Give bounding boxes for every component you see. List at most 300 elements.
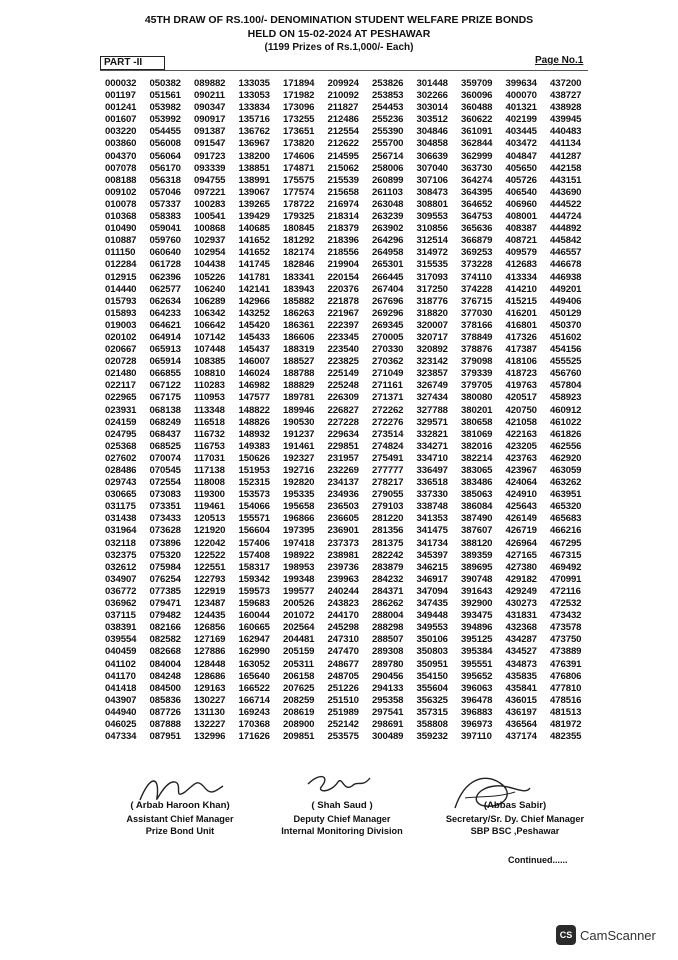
bond-number: 146982 — [238, 380, 270, 392]
bond-number: 427165 — [505, 549, 537, 561]
bond-number: 047334 — [105, 731, 137, 743]
bond-number: 406540 — [505, 186, 537, 198]
page-number: Page No.1 — [535, 55, 584, 66]
bond-number: 084248 — [149, 670, 181, 682]
bond-number: 392900 — [461, 598, 493, 610]
bond-number: 261103 — [372, 186, 403, 198]
bond-number: 255236 — [372, 114, 404, 126]
bond-number: 423763 — [505, 452, 537, 464]
bond-number: 218314 — [327, 211, 359, 223]
bond-number: 380658 — [461, 416, 493, 428]
bond-number: 072554 — [149, 477, 181, 489]
bond-number: 341734 — [416, 537, 448, 549]
bond-number: 345397 — [416, 549, 448, 561]
bond-number: 133834 — [238, 102, 270, 114]
bond-number: 142966 — [238, 295, 270, 307]
bond-number: 270005 — [372, 331, 404, 343]
bond-number: 207625 — [283, 682, 315, 694]
bond-number: 131130 — [194, 706, 225, 718]
bond-number: 122042 — [194, 537, 226, 549]
bond-number: 431831 — [505, 610, 537, 622]
bond-number: 389695 — [461, 561, 493, 573]
bond-number: 058383 — [149, 211, 181, 223]
bond-number: 118008 — [194, 477, 225, 489]
bond-number: 225248 — [327, 380, 359, 392]
bond-number: 180845 — [283, 223, 315, 235]
bond-number: 377030 — [461, 307, 493, 319]
bond-number: 463059 — [550, 465, 582, 476]
bond-number: 173820 — [283, 138, 315, 150]
bond-number: 124435 — [194, 610, 226, 622]
bond-number: 097221 — [194, 186, 226, 198]
bond-number: 323142 — [416, 356, 448, 368]
bond-number: 186263 — [283, 307, 315, 319]
bond-number: 142141 — [238, 283, 270, 295]
bond-number: 327788 — [416, 404, 448, 416]
bond-number: 421058 — [505, 416, 537, 428]
bond-number: 173255 — [283, 114, 315, 126]
bond-number: 256714 — [372, 150, 404, 162]
bond-number: 327434 — [416, 392, 448, 404]
bond-number: 150626 — [238, 452, 270, 464]
part-label: PART -II — [100, 56, 165, 70]
bond-number: 381069 — [461, 428, 493, 440]
bond-number: 418106 — [505, 356, 537, 368]
bond-number: 119461 — [194, 501, 225, 513]
bond-number: 182846 — [283, 259, 315, 271]
bond-number: 027602 — [105, 452, 137, 464]
bond-number: 089882 — [194, 78, 226, 89]
bond-number: 312514 — [416, 235, 448, 247]
bond-number: 337330 — [416, 489, 448, 501]
bond-number: 003860 — [105, 138, 137, 150]
bond-number: 366879 — [461, 235, 493, 247]
bond-number: 354150 — [416, 670, 448, 682]
bond-number: 437200 — [550, 78, 582, 89]
bond-number: 212486 — [327, 114, 359, 126]
bond-number: 399634 — [505, 78, 537, 89]
bond-number: 380201 — [461, 404, 493, 416]
bond-number: 334710 — [416, 452, 448, 464]
bond-number: 432368 — [505, 622, 537, 634]
bond-number: 044940 — [105, 706, 137, 718]
bond-number: 269296 — [372, 307, 404, 319]
bond-number: 360096 — [461, 90, 493, 102]
bond-number: 116518 — [194, 416, 225, 428]
bond-number: 106642 — [194, 319, 226, 331]
bond-number: 444892 — [550, 223, 582, 235]
bond-number: 247310 — [327, 634, 359, 646]
bond-number: 288004 — [372, 610, 404, 622]
bond-number: 073083 — [149, 489, 181, 501]
bond-number: 127169 — [194, 634, 226, 646]
signatory-org: Prize Bond Unit — [145, 826, 215, 836]
bond-number: 255700 — [372, 138, 404, 150]
bond-number: 264958 — [372, 247, 404, 259]
bond-number: 347435 — [416, 598, 448, 610]
bond-number: 051561 — [149, 90, 181, 102]
bond-number: 056318 — [149, 174, 181, 186]
bond-number: 001241 — [105, 102, 137, 114]
bond-number: 147577 — [238, 392, 270, 404]
bond-number: 323857 — [416, 368, 448, 380]
signatory-name: ( Arbab Haroon Khan) — [130, 800, 230, 811]
bond-number: 267404 — [372, 283, 404, 295]
bond-number: 450370 — [550, 319, 582, 331]
bond-number: 326749 — [416, 380, 448, 392]
bond-number: 450129 — [550, 307, 582, 319]
bond-number: 441287 — [550, 150, 582, 162]
bond-number: 140685 — [238, 223, 270, 235]
bond-number: 309553 — [416, 211, 448, 223]
bond-number: 424064 — [505, 477, 537, 489]
bond-number: 188829 — [283, 380, 315, 392]
bond-number: 136762 — [238, 126, 270, 138]
bond-number: 183943 — [283, 283, 315, 295]
bond-number: 138851 — [238, 162, 270, 174]
bond-number: 387490 — [461, 513, 493, 525]
bond-number: 127886 — [194, 646, 226, 658]
bond-number: 011150 — [105, 247, 136, 259]
bond-number: 050382 — [149, 78, 181, 89]
bond-number: 188319 — [283, 344, 315, 356]
bond-number: 279103 — [372, 501, 404, 513]
bond-number: 436564 — [505, 718, 537, 730]
bond-number: 260899 — [372, 174, 404, 186]
bond-number: 473750 — [550, 634, 582, 646]
bond-number: 065913 — [149, 344, 181, 356]
bond-number: 460912 — [550, 404, 582, 416]
bond-number: 160665 — [238, 622, 270, 634]
bond-number: 106342 — [194, 307, 226, 319]
bond-number: 356325 — [416, 694, 448, 706]
bond-number: 068525 — [149, 440, 181, 452]
bond-number: 061728 — [149, 259, 181, 271]
bond-number: 426149 — [505, 513, 537, 525]
bond-number: 170368 — [238, 718, 270, 730]
bond-number: 359232 — [416, 731, 448, 743]
bond-number: 286262 — [372, 598, 404, 610]
bond-number: 263902 — [372, 223, 404, 235]
bond-number: 273514 — [372, 428, 404, 440]
bond-number: 317093 — [416, 271, 448, 283]
bond-number: 395384 — [461, 646, 493, 658]
bond-number: 449406 — [550, 295, 582, 307]
signatory-title: Secretary/Sr. Dy. Chief Manager — [445, 813, 585, 824]
bond-number: 188527 — [283, 356, 315, 368]
bond-number: 373228 — [461, 259, 493, 271]
bond-number: 060640 — [149, 247, 181, 259]
bond-number: 434287 — [505, 634, 537, 646]
bond-number: 100541 — [194, 211, 226, 223]
bond-number: 408721 — [505, 235, 537, 247]
bond-number: 473432 — [550, 610, 582, 622]
bond-number: 000032 — [105, 78, 137, 89]
bond-number: 279055 — [372, 489, 404, 501]
bond-number: 446557 — [550, 247, 582, 259]
bond-number: 145433 — [238, 331, 270, 343]
bond-number: 068437 — [149, 428, 181, 440]
bond-number: 451602 — [550, 331, 582, 343]
bond-number: 346917 — [416, 573, 448, 585]
bond-number: 443151 — [550, 174, 582, 186]
bond-number: 405726 — [505, 174, 537, 186]
bond-number: 183341 — [283, 271, 315, 283]
bond-number: 244170 — [327, 610, 359, 622]
bond-number: 007078 — [105, 162, 137, 174]
bond-number: 031964 — [105, 525, 137, 537]
bond-number: 248677 — [327, 658, 359, 670]
bond-number: 197395 — [283, 525, 315, 537]
bond-number: 012284 — [105, 259, 137, 271]
bond-number: 231957 — [327, 452, 359, 464]
bond-number: 237373 — [327, 537, 359, 549]
bond-number: 073351 — [149, 501, 181, 513]
bond-number: 364753 — [461, 211, 493, 223]
bond-number: 434873 — [505, 658, 537, 670]
bond-number: 122919 — [194, 585, 226, 597]
bond-number: 267696 — [372, 295, 404, 307]
bond-number: 190530 — [283, 416, 315, 428]
bond-number: 455525 — [550, 356, 582, 368]
bond-number: 427380 — [505, 561, 537, 573]
bond-number: 378166 — [461, 319, 493, 331]
bond-number: 084004 — [149, 658, 181, 670]
bond-number: 020102 — [105, 331, 137, 343]
bond-number: 402199 — [505, 114, 537, 126]
bond-number: 034907 — [105, 573, 137, 585]
bond-number: 409579 — [505, 247, 537, 259]
bond-number: 206158 — [283, 670, 315, 682]
bond-number: 198953 — [283, 561, 315, 573]
bond-number: 186361 — [283, 319, 315, 331]
bond-number: 133053 — [238, 90, 270, 102]
bond-number: 272276 — [372, 416, 404, 428]
bond-number: 457804 — [550, 380, 582, 392]
bond-number: 424910 — [505, 489, 537, 501]
bond-number: 171894 — [283, 78, 315, 89]
bond-number: 046025 — [105, 718, 137, 730]
bond-number: 202564 — [283, 622, 315, 634]
bond-number: 128686 — [194, 670, 226, 682]
bond-number: 123487 — [194, 598, 226, 610]
bond-number: 062396 — [149, 271, 181, 283]
bond-number: 426964 — [505, 537, 537, 549]
bond-number: 397110 — [461, 731, 492, 743]
bond-number: 032612 — [105, 561, 137, 573]
bond-number: 090917 — [194, 114, 226, 126]
bond-number: 234936 — [327, 489, 359, 501]
bond-number: 148826 — [238, 416, 270, 428]
bond-number: 151953 — [238, 465, 270, 476]
signatory-org: SBP BSC ,Peshawar — [470, 826, 560, 836]
bond-number: 141652 — [238, 235, 270, 247]
bond-number: 362844 — [461, 138, 493, 150]
bond-number: 295358 — [372, 694, 404, 706]
bond-number: 159683 — [238, 598, 270, 610]
bond-number: 415215 — [505, 295, 537, 307]
bond-number: 284371 — [372, 585, 404, 597]
bond-number: 209851 — [283, 731, 315, 743]
header-divider — [100, 70, 588, 71]
bond-number: 173651 — [283, 126, 315, 138]
bond-number: 441134 — [550, 138, 581, 150]
bond-number: 223825 — [327, 356, 359, 368]
bond-number: 075320 — [149, 549, 181, 561]
bond-number: 029743 — [105, 477, 137, 489]
bond-number: 350951 — [416, 658, 448, 670]
bond-number: 383486 — [461, 477, 493, 489]
bond-number: 385063 — [461, 489, 493, 501]
bond-number: 191461 — [283, 440, 315, 452]
signatory-org: Internal Monitoring Division — [281, 826, 403, 836]
bond-number: 090347 — [194, 102, 226, 114]
bond-number: 036962 — [105, 598, 137, 610]
bond-number: 041170 — [105, 670, 136, 682]
bond-number: 437174 — [505, 731, 537, 743]
bond-number: 171982 — [283, 90, 315, 102]
bond-number: 084500 — [149, 682, 181, 694]
bond-number: 068138 — [149, 404, 181, 416]
bond-number: 306639 — [416, 150, 448, 162]
bond-number: 412683 — [505, 259, 537, 271]
bond-number: 166522 — [238, 682, 270, 694]
bond-number: 130227 — [194, 694, 226, 706]
bond-number: 091723 — [194, 150, 226, 162]
bond-number: 126856 — [194, 622, 226, 634]
bond-number: 226827 — [327, 404, 359, 416]
bond-number: 173096 — [283, 102, 315, 114]
bond-number: 382016 — [461, 440, 493, 452]
bond-number: 429249 — [505, 585, 537, 597]
bond-number: 199348 — [283, 573, 315, 585]
bond-number: 191237 — [283, 428, 315, 440]
bond-number: 182174 — [283, 247, 315, 259]
bond-number: 417387 — [505, 344, 537, 356]
bond-number: 075984 — [149, 561, 181, 573]
bond-number: 253575 — [327, 731, 359, 743]
bond-number: 365636 — [461, 223, 493, 235]
bond-number: 218396 — [327, 235, 359, 247]
signature-scribble-2 — [300, 766, 380, 802]
bond-number: 289780 — [372, 658, 404, 670]
bond-number: 146007 — [238, 356, 270, 368]
bond-number: 220376 — [327, 283, 359, 295]
camscanner-watermark — [556, 925, 656, 945]
bond-number: 307040 — [416, 162, 448, 174]
bond-number: 039554 — [105, 634, 137, 646]
bond-number: 085836 — [149, 694, 181, 706]
bond-number: 107142 — [194, 331, 226, 343]
bond-number: 149383 — [238, 440, 270, 452]
bond-number: 462920 — [550, 452, 582, 464]
bond-number: 225149 — [327, 368, 359, 380]
bond-number: 133035 — [238, 78, 270, 89]
bond-number: 222397 — [327, 319, 359, 331]
bond-number: 208900 — [283, 718, 315, 730]
bond-number: 301448 — [416, 78, 448, 89]
bond-number: 349553 — [416, 622, 448, 634]
bond-number: 430273 — [505, 598, 537, 610]
bond-number: 297541 — [372, 706, 404, 718]
bond-number: 481513 — [550, 706, 582, 718]
bond-number: 031175 — [105, 501, 136, 513]
bond-number: 283879 — [372, 561, 404, 573]
bond-number: 436015 — [505, 694, 537, 706]
bond-number: 463262 — [550, 477, 582, 489]
bond-number: 076254 — [149, 573, 181, 585]
bond-number: 110283 — [194, 380, 225, 392]
bond-number: 119300 — [194, 489, 225, 501]
bond-number: 443690 — [550, 186, 582, 198]
bond-number: 476806 — [550, 670, 582, 682]
bond-number: 221967 — [327, 307, 359, 319]
bond-number: 077385 — [149, 585, 181, 597]
bond-number: 174606 — [283, 150, 315, 162]
bond-number: 160044 — [238, 610, 270, 622]
bond-number: 010887 — [105, 235, 137, 247]
bond-number: 386084 — [461, 501, 493, 513]
bond-number: 015793 — [105, 295, 137, 307]
bond-number: 192716 — [283, 465, 315, 476]
bond-number: 153573 — [238, 489, 270, 501]
bond-number: 310856 — [416, 223, 448, 235]
bond-number: 234137 — [327, 477, 359, 489]
bond-number: 215539 — [327, 174, 359, 186]
bond-number: 200526 — [283, 598, 315, 610]
bond-number: 106240 — [194, 283, 226, 295]
bond-number: 110953 — [194, 392, 225, 404]
bond-number: 388120 — [461, 537, 493, 549]
bond-number: 470991 — [550, 573, 582, 585]
bond-number: 429182 — [505, 573, 537, 585]
bond-number: 426719 — [505, 525, 537, 537]
bond-number: 363730 — [461, 162, 493, 174]
bond-number: 418723 — [505, 368, 537, 380]
bond-number: 239963 — [327, 573, 359, 585]
bond-number: 416801 — [505, 319, 537, 331]
continued-note: Continued...... — [508, 855, 568, 865]
bond-number: 263239 — [372, 211, 404, 223]
bond-number: 364274 — [461, 174, 493, 186]
bond-number: 379339 — [461, 368, 493, 380]
bond-number: 425643 — [505, 501, 537, 513]
bond-number: 102954 — [194, 247, 226, 259]
bond-number: 383065 — [461, 465, 493, 476]
bond-number: 105226 — [194, 271, 226, 283]
bond-number: 195335 — [283, 489, 315, 501]
bond-number-table — [105, 78, 595, 743]
bond-number: 334271 — [416, 440, 448, 452]
bond-number: 320717 — [416, 331, 448, 343]
bond-number: 403472 — [505, 138, 537, 150]
bond-number: 444724 — [550, 211, 582, 223]
bond-number: 178722 — [283, 198, 315, 210]
bond-number: 041102 — [105, 658, 136, 670]
bond-number: 446938 — [550, 271, 582, 283]
bond-number: 021480 — [105, 368, 137, 380]
bond-number: 318820 — [416, 307, 448, 319]
bond-number: 281220 — [372, 513, 404, 525]
bond-number: 028486 — [105, 465, 137, 476]
bond-number: 338748 — [416, 501, 448, 513]
bond-number: 251510 — [327, 694, 359, 706]
bond-number: 364395 — [461, 186, 493, 198]
bond-number: 274824 — [372, 440, 404, 452]
bond-number: 141781 — [238, 271, 270, 283]
bond-number: 079482 — [149, 610, 181, 622]
bond-number: 438727 — [550, 90, 582, 102]
